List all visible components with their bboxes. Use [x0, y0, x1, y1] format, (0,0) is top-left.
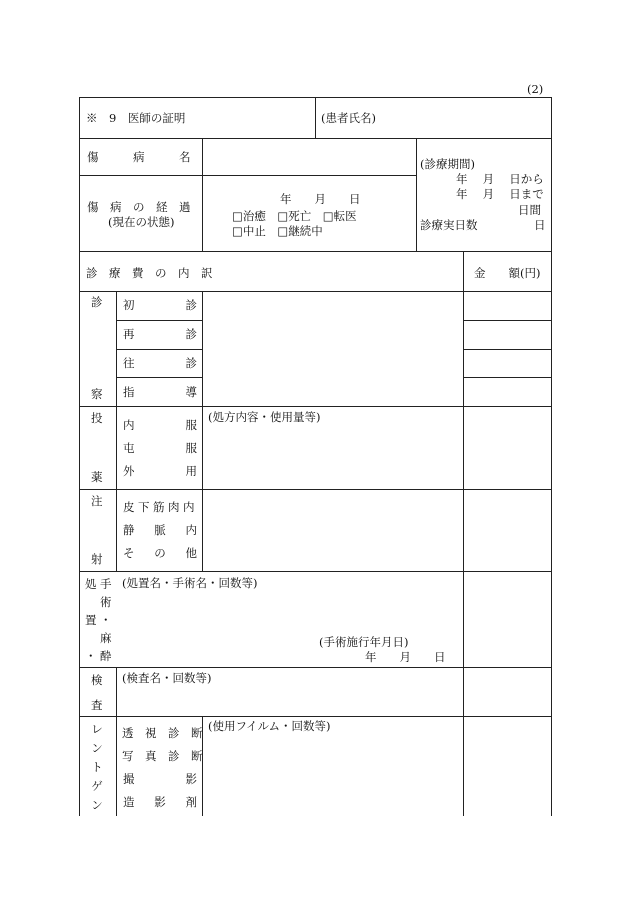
- exam-note: (検査名・回数等): [122, 671, 212, 685]
- surgery-date: 年 月 日: [365, 650, 446, 664]
- item-char: 剤: [185, 795, 197, 809]
- item-char: 静: [123, 523, 135, 537]
- disease-name-label: 傷 病 名: [87, 150, 191, 164]
- item-char: 他: [185, 546, 197, 560]
- medication-item-asneeded: [123, 441, 197, 455]
- injection-item-subcutaneous: 皮下筋肉内: [123, 500, 198, 514]
- xray-item-photography: 写 真 診 断: [122, 749, 203, 763]
- medication-item-external: [123, 464, 197, 478]
- section-title: ※ 9 医師の証明: [86, 111, 186, 125]
- breakdown-label: 診 療 費 の 内 訳: [86, 266, 213, 280]
- xray-cat-char: ン: [91, 798, 103, 812]
- medication-cat-bottom: 薬: [91, 470, 103, 484]
- item-char: 診: [185, 327, 197, 341]
- exam-cat-top: 検: [91, 673, 103, 687]
- xray-cat-char: ト: [91, 760, 103, 774]
- treatment-cat-char: 酔: [100, 649, 112, 663]
- period-to: 年 月 日まで: [456, 187, 544, 201]
- item-char: 診: [185, 356, 197, 370]
- consultation-item-initial: [123, 298, 197, 312]
- item-char: 用: [185, 464, 197, 478]
- medication-note: (処方内容・使用量等): [208, 410, 321, 424]
- item-char: そ: [123, 546, 135, 560]
- course-label: 傷 病 の 経 過: [87, 200, 191, 214]
- item-char: 診: [185, 298, 197, 312]
- xray-item-contrast: [123, 795, 197, 809]
- period-label: (診療期間): [420, 157, 475, 171]
- treatment-cat-char: 処: [85, 577, 97, 591]
- item-char: 造: [123, 795, 135, 809]
- exam-cat-bottom: 査: [91, 698, 103, 712]
- xray-cat-char: ン: [91, 741, 103, 755]
- patient-name-label: (患者氏名): [321, 111, 376, 125]
- treatment-cat-char: ・: [85, 649, 97, 663]
- treatment-cat-char: 手: [100, 577, 112, 591]
- item-char: 再: [123, 327, 135, 341]
- item-char: 影: [154, 795, 166, 809]
- treatment-cat-char: ・: [100, 613, 112, 627]
- item-char: 導: [185, 385, 197, 399]
- treatment-cat-char: 麻: [100, 631, 112, 645]
- item-char: 撮: [123, 772, 135, 786]
- treatment-cat-char: 置: [85, 613, 97, 627]
- xray-note: (使用フイルム・回数等): [208, 719, 331, 733]
- treatment-cat-char: 術: [100, 595, 112, 609]
- surgery-date-label: (手術施行年月日): [319, 635, 409, 649]
- xray-cat-char: レ: [91, 722, 103, 736]
- injection-item-other: [123, 546, 197, 560]
- amount-label: 金 額(円): [474, 266, 541, 280]
- consultation-item-guidance: [123, 385, 197, 399]
- xray-item-fluoroscopy: 透 視 診 断: [122, 726, 203, 740]
- course-status-row1: □治癒 □死亡 □転医: [232, 209, 357, 223]
- item-char: 影: [185, 772, 197, 786]
- item-char: 服: [185, 418, 197, 432]
- item-char: 指: [123, 385, 135, 399]
- period-from: 年 月 日から: [456, 172, 544, 186]
- treatment-note: (処置名・手術名・回数等): [122, 576, 258, 590]
- item-char: 往: [123, 356, 135, 370]
- consultation-cat-top: 診: [91, 295, 103, 309]
- page-number: (2): [527, 82, 544, 96]
- item-char: 外: [123, 464, 135, 478]
- item-char: の: [154, 546, 166, 560]
- item-char: 脈: [154, 523, 166, 537]
- item-char: 屯: [123, 441, 135, 455]
- actual-days-label: 診療実日数: [420, 218, 478, 232]
- consultation-cat-bottom: 察: [91, 387, 103, 401]
- injection-cat-top: 注: [91, 494, 103, 508]
- actual-days-unit: 日: [534, 218, 546, 232]
- item-char: 内: [123, 418, 135, 432]
- course-date: 年 月 日: [280, 192, 361, 206]
- item-char: 服: [185, 441, 197, 455]
- consultation-item-visit: [123, 356, 197, 370]
- medication-cat-top: 投: [91, 411, 103, 425]
- item-char: 初: [123, 298, 135, 312]
- period-days: 日間: [518, 203, 541, 217]
- xray-item-imaging: [123, 772, 197, 786]
- xray-cat-char: ゲ: [91, 779, 103, 793]
- course-sublabel: (現在の状態): [108, 215, 175, 229]
- item-char: 内: [185, 523, 197, 537]
- injection-cat-bottom: 射: [91, 552, 103, 566]
- course-status-row2: □中止 □継続中: [232, 224, 323, 238]
- injection-item-intravenous: [123, 523, 197, 537]
- medication-item-internal: [123, 418, 197, 432]
- consultation-item-repeat: [123, 327, 197, 341]
